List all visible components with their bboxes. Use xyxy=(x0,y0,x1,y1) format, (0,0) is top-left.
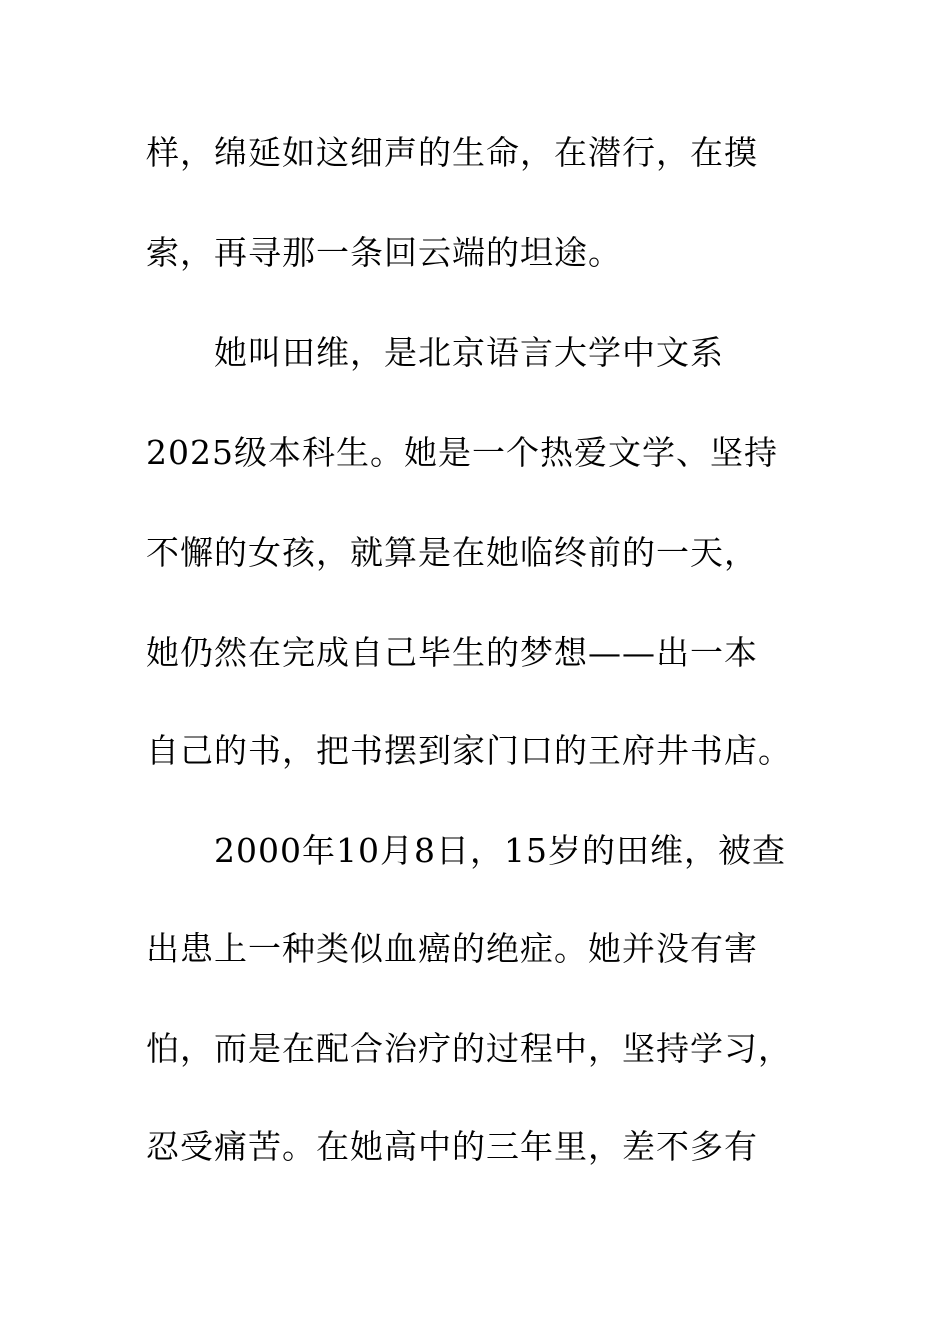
text-line: 她仍然在完成自己毕生的梦想——出一本 xyxy=(146,633,758,672)
text-line: 索，再寻那一条回云端的坦途。 xyxy=(146,233,622,272)
paragraph-start-line: 她叫田维，是北京语言大学中文系 xyxy=(214,333,724,372)
text-line: 忍受痛苦。在她高中的三年里，差不多有 xyxy=(146,1127,758,1166)
text-line: 自己的书，把书摆到家门口的王府井书店。 xyxy=(146,731,792,770)
text-line: 不懈的女孩，就算是在她临终前的一天， xyxy=(146,533,758,572)
paragraph-start-line: 2000年10月8日，15岁的田维，被查 xyxy=(214,831,786,870)
text-line: 样，绵延如这细声的生命，在潜行，在摸 xyxy=(146,133,758,172)
text-line: 2025级本科生。她是一个热爱文学、坚持 xyxy=(146,433,778,472)
text-line: 出患上一种类似血癌的绝症。她并没有害 xyxy=(146,929,758,968)
text-line: 怕，而是在配合治疗的过程中，坚持学习， xyxy=(146,1029,792,1068)
